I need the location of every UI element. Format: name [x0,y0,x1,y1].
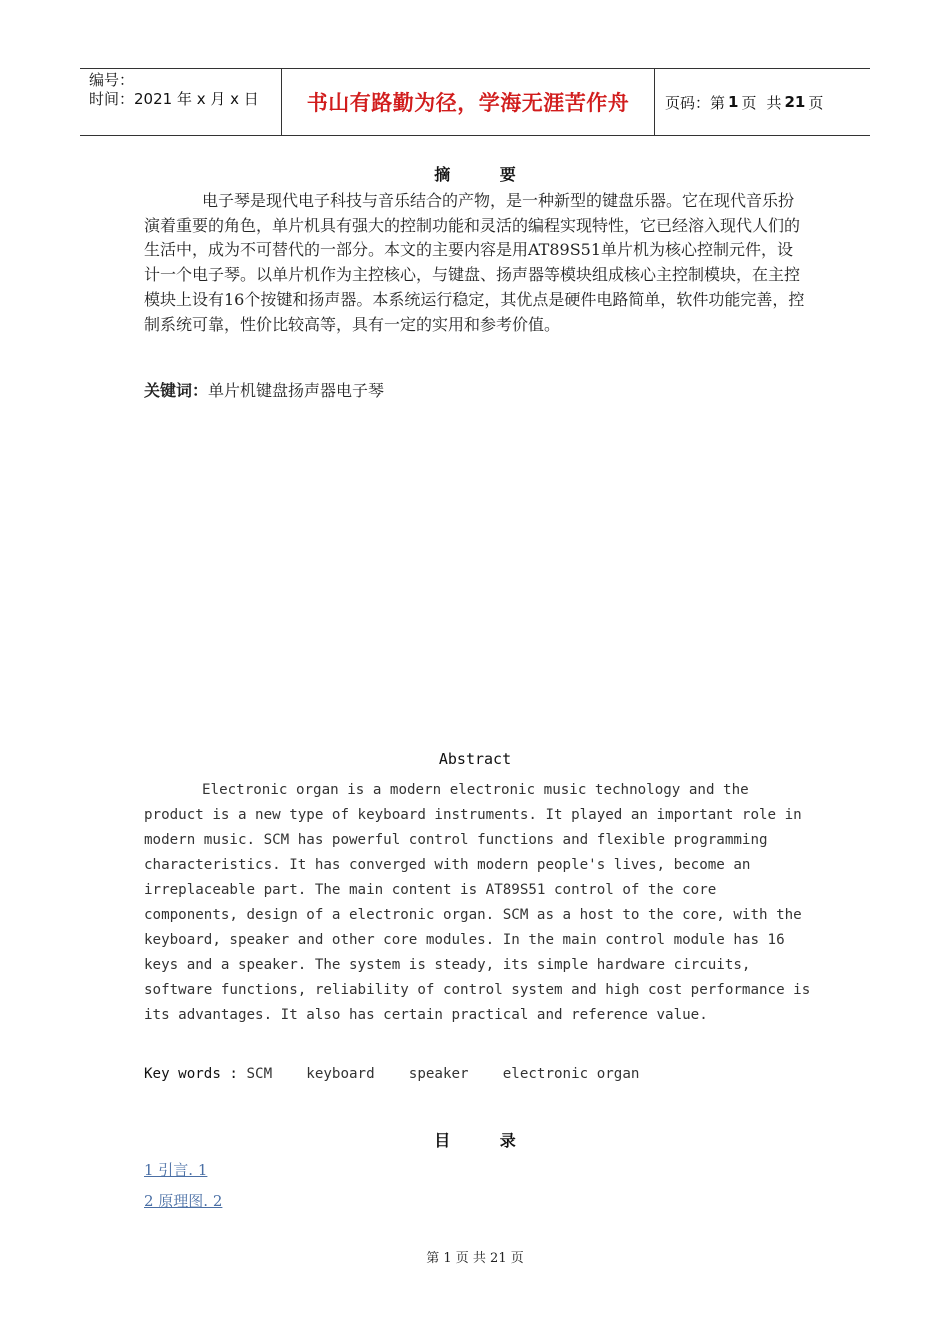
abstract-cn-text: 电子琴是现代电子科技与音乐结合的产物，是一种新型的键盘乐器。它在现代音乐扮演着重要的角色，单片机具有强大的控制功能和灵活的编程实现特性，它已经溶入现代人们的生活中，成为不可替代的一部分。本文的主要内容是用AT89S51单片机为核心控制元件，设计一个电子琴。以单片机作为主控核心，与键盘、扬声器等模块组成核心主控制模块，在主控模块上设有16个按键和扬声器。本系统运行稳定，其优点是硬件电路简单，软件功能完善，控制系统可靠，性价比较高等，具有一定的实用和参考价值。 [144,191,805,334]
abstract-en-keywords [144,1066,639,1082]
page-footer: 第 1 页 共 21 页 [426,1251,524,1266]
toc-title: 目 录 [434,1131,538,1150]
toc-item-intro[interactable] [144,1159,207,1180]
document-number-label: 编号： [89,71,135,89]
header-meta [80,69,282,135]
abstract-en-text: Electronic organ is a modern electronic music technology and the product is a new type of keyboard instruments. It played an important role in modern music. SCM has powerful control functions and flexible programming characteristics. It has converged with modern people's lives, become an irreplaceable part. The main content is AT89S51 control of the core components, design of a electronic organ. SCM as a host to the core, with the keyboard, speaker and other core modules. In the main control module has 16 keys and a speaker. The system is steady, its simple hardware circuits, software functions, reliability of control system and high cost performance is its advantages. It also has certain practical and reference value. [144,782,811,1023]
page-current-number: 1 [728,93,739,111]
abstract-cn-body [144,189,808,337]
keywords-en-value: SCM keyboard speaker electronic organ [246,1066,640,1082]
page-total-number: 21 [784,93,806,111]
page-header [80,68,870,136]
page-unit: 页 [741,93,757,112]
header-page-code [655,69,870,135]
page-total-label: 共 [766,93,782,112]
page-code-label: 页码：第 [665,93,726,112]
abstract-cn-title: 摘 要 [434,165,538,184]
page-total-unit: 页 [808,93,824,112]
keywords-cn-value: 单片机键盘扬声器电子琴 [208,381,385,400]
abstract-en-body [144,778,814,1028]
abstract-cn-keywords [144,378,384,401]
keywords-cn-label: 关键词： [144,381,209,400]
header-motto-cell [282,69,655,135]
document-date: 时间：2021 年 x 月 x 日 [89,90,259,108]
abstract-en-title: Abstract [438,750,512,768]
toc-link-schematic[interactable]: 2 原理图. 2 [144,1192,223,1210]
toc-item-schematic[interactable] [144,1190,222,1211]
toc-link-intro[interactable]: 1 引言. 1 [144,1161,208,1179]
keywords-en-label: Key words : [144,1066,238,1082]
header-motto: 书山有路勤为径，学海无涯苦作舟 [306,91,630,115]
